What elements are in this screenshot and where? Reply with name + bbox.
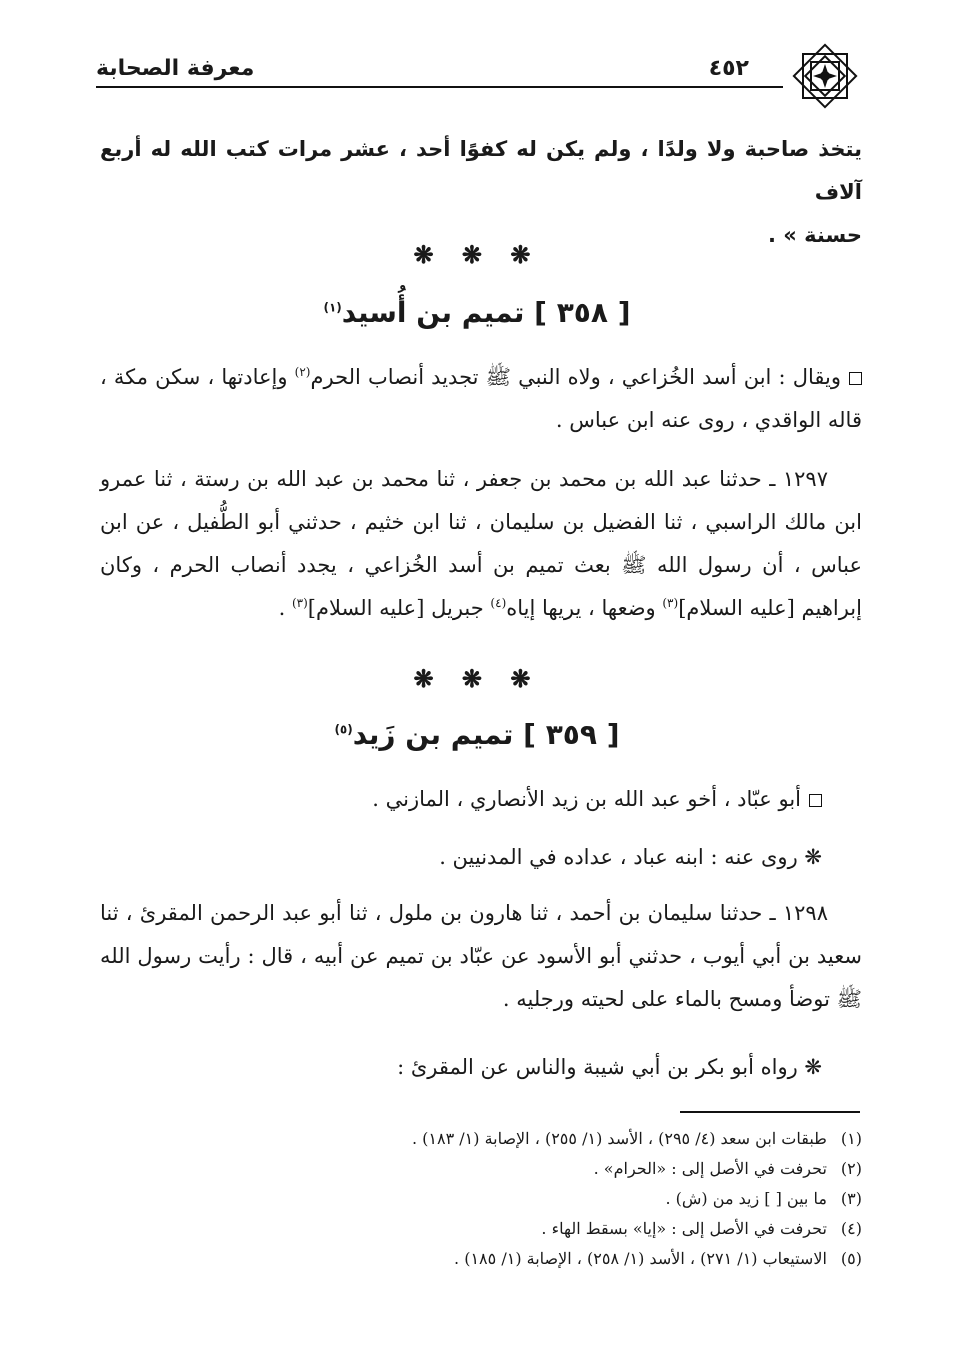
footnote-3 [162, 1184, 862, 1214]
entry-359-narrator-note: ❋ روى عنه : ابنه عباد ، عداده في المدنيين . [439, 845, 822, 869]
footnote-2 [162, 1154, 862, 1184]
footnote-text: طبقات ابن سعد (٤/ ٢٩٥) ، الأسد (١/ ٢٥٥) ، الإصابة (١/ ١٨٣) . [411, 1129, 827, 1148]
header-rule [96, 86, 783, 88]
running-header [96, 52, 861, 92]
footnote-ref: (٢) [294, 365, 311, 379]
footnote-ref: (١) [323, 300, 342, 315]
continuation-line-1: يتخذ صاحبة ولا ولدًا ، ولم يكن له كفوًا أحد ، عشر مرات كتب الله له أربع آلاف [100, 137, 862, 204]
footnote-number: (٣) [840, 1189, 862, 1208]
hadith-1297 [100, 458, 862, 630]
entry-359-title: [ ٣٥٩ ] تميم بن زَيد [352, 718, 620, 751]
entry-358-intro-a: ويقال : ابن أسد الخُزاعي ، ولاه النبي ﷺ تجديد أنصاب الحرم [310, 365, 841, 389]
footnote-1 [162, 1124, 862, 1154]
footnote-number: (١) [840, 1129, 862, 1148]
section-separator: ❋ ❋ ❋ [413, 664, 541, 693]
footnote-number: (٢) [840, 1159, 862, 1178]
square-bullet-icon [849, 372, 862, 385]
hadith-1298-closing: ❋ رواه أبو بكر بن أبي شيبة والناس عن المقرئ : [397, 1055, 822, 1079]
section-separator: ❋ ❋ ❋ [413, 240, 541, 269]
hadith-1297-text-b: وضعها ، يريها إياه [506, 596, 663, 620]
hadith-1298: ١٢٩٨ ـ حدثنا سليمان بن أحمد ، ثنا هارون بن ملول ، ثنا أبو عبد الرحمن المقرئ ، ثنا سعيد بن أبي أيوب ، حدثني أبو الأسود عن عبّاد بن تميم عن أبيه ، قال : رأيت رسول الله ﷺ توضأ ومسح بالماء على لحيته ورجليه . [100, 901, 862, 1011]
entry-359-heading [0, 718, 954, 751]
footnote-ref: (٣) [662, 596, 679, 610]
footnote-rule [680, 1111, 860, 1113]
octagram-ornament-icon [789, 40, 861, 112]
page-number: ٤٥٢ [708, 56, 749, 81]
footnote-ref: (٣) [291, 596, 308, 610]
footnote-number: (٤) [840, 1219, 862, 1238]
hadith-1297-text-c: جبريل [عليه السلام] [307, 596, 491, 620]
footnotes [162, 1124, 862, 1274]
footnote-ref: (٤) [490, 596, 507, 610]
entry-358-intro [100, 356, 862, 442]
continuation-text [100, 128, 862, 257]
running-header-title: معرفة الصحابة [96, 56, 255, 81]
hadith-1297-text-a: ١٢٩٧ ـ حدثنا عبد الله بن محمد بن جعفر ، ثنا محمد بن عبد الله بن رستة ، ثنا عمرو ابن مالك الراسبي ، ثنا الفضيل بن سليمان ، ثنا ابن خثيم ، حدثني أبو الطُّفيل ، عن ابن عباس ، أن رسول الله ﷺ بعث تميم بن أسد الخُزاعي ، يجدد أنصاب الحرم ، وكان إبراهيم [عليه السلام] [100, 467, 862, 620]
footnote-text: الاستيعاب (١/ ٢٧١) ، الأسد (١/ ٢٥٨) ، الإصابة (١/ ١٨٥) . [454, 1249, 827, 1268]
entry-359-intro-text: أبو عبّاد ، أخو عبد الله بن زيد الأنصاري ، المازني . [372, 787, 801, 811]
footnote-5 [162, 1244, 862, 1274]
footnote-text: تحرفت في الأصل إلى : «إيا» بسقط الهاء . [541, 1219, 827, 1238]
footnote-text: ما بين [ ] زيد من (ش) . [665, 1189, 827, 1208]
entry-358-heading [0, 296, 954, 329]
entry-358-title: [ ٣٥٨ ] تميم بن أُسيد [341, 296, 631, 329]
footnote-ref: (٥) [334, 722, 353, 737]
footnote-number: (٥) [840, 1249, 862, 1268]
continuation-line-2: حسنة » . [768, 223, 862, 247]
footnote-text: تحرفت في الأصل إلى : «الحرام» . [593, 1159, 827, 1178]
entry-358-intro-b: وإعادتها ، سكن مكة ، قاله الواقدي ، روى عنه ابن عباس . [100, 365, 862, 432]
square-bullet-icon [809, 794, 822, 807]
entry-359-intro [100, 778, 862, 821]
hadith-1297-text-d: . [278, 596, 292, 620]
footnote-4 [162, 1214, 862, 1244]
